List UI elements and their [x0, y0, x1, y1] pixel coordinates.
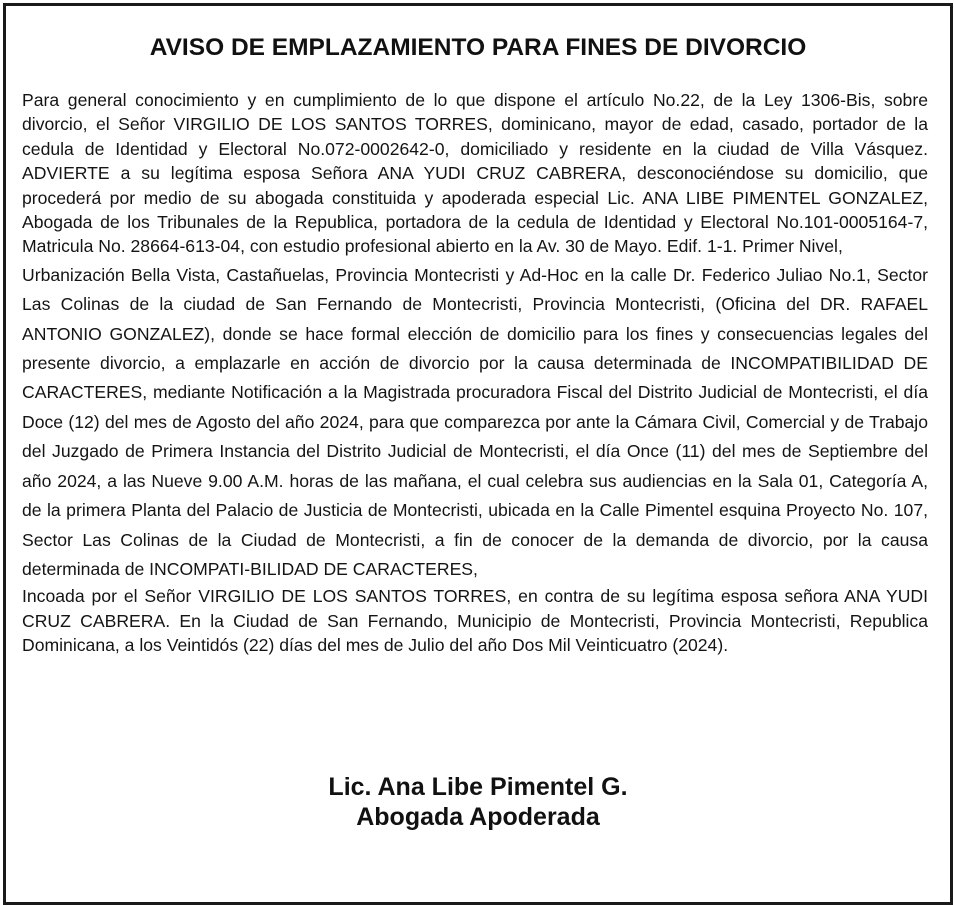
notice-title: AVISO DE EMPLAZAMIENTO PARA FINES DE DIVORCIO: [149, 34, 807, 61]
signature-block: [6, 772, 950, 832]
body-paragraph-1: Para general conocimiento y en cumplimiento de lo que dispone el artículo No.22, de la Ley 1306-Bis, sobre divorcio, el Señor VIRGILIO DE LOS SANTOS TORRES, dominicano, mayor de edad, casado, portador de la cedula de Identidad y Electoral No.072-0002642-0, domiciliado y residente en la ciudad de Villa Vásquez. ADVIERTE a su legítima esposa Señora ANA YUDI CRUZ CABRERA, desconociéndose su domicilio, que procederá por medio de su abogada constituida y apoderada especial Lic. ANA LIBE PIMENTEL GONZALEZ, Abogada de los Tribunales de la Republica, portadora de la cedula de Identidad y Electoral No.101-0005164-7, Matricula No. 28664-613-04, con estudio profesional abierto en la Av. 30 de Mayo. Edif. 1-1. Primer Nivel,: [22, 90, 928, 257]
signature-role: Abogada Apoderada: [356, 803, 600, 831]
notice-body: [22, 88, 928, 658]
signature-name: Lic. Ana Libe Pimentel G.: [328, 773, 628, 801]
body-paragraph-2: Urbanización Bella Vista, Castañuelas, Provincia Montecristi y Ad-Hoc en la calle Dr. Federico Juliao No.1, Sector Las Colinas de la ciudad de San Fernando de Montecristi, Provincia Montecristi, (Oficina del DR. RAFAEL ANTONIO GONZALEZ), donde se hace formal elección de domicilio para los fines y consecuencias legales del presente divorcio, a emplazarle en acción de divorcio por la causa determinada de INCOMPATIBILIDAD DE CARACTERES, mediante Notificación a la Magistrada procuradora Fiscal del Distrito Judicial de Montecristi, el día Doce (12) del mes de Agosto del año 2024, para que comparezca por ante la Cámara Civil, Comercial y de Trabajo del Juzgado de Primera Instancia del Distrito Judicial de Montecristi, el día Once (11) del mes de Septiembre del año 2024, a las Nueve 9.00 A.M. horas de las mañana, el cual celebra sus audiencias en la Sala 01, Categoría A, de la primera Planta del Palacio de Justicia de Montecristi, ubicada en la Calle Pimentel esquina Proyecto No. 107, Sector Las Colinas de la Ciudad de Montecristi, a fin de conocer de la demanda de divorcio, por la causa determinada de INCOMPATI-BILIDAD DE CARACTERES,: [22, 264, 928, 579]
body-paragraph-3: Incoada por el Señor VIRGILIO DE LOS SANTOS TORRES, en contra de su legítima esposa señora ANA YUDI CRUZ CABRERA. En la Ciudad de San Fernando, Municipio de Montecristi, Provincia Montecristi, Republica Dominicana, a los Veintidós (22) días del mes de Julio del año Dos Mil Veinticuatro (2024).: [22, 586, 928, 656]
notice-frame: [3, 3, 953, 905]
